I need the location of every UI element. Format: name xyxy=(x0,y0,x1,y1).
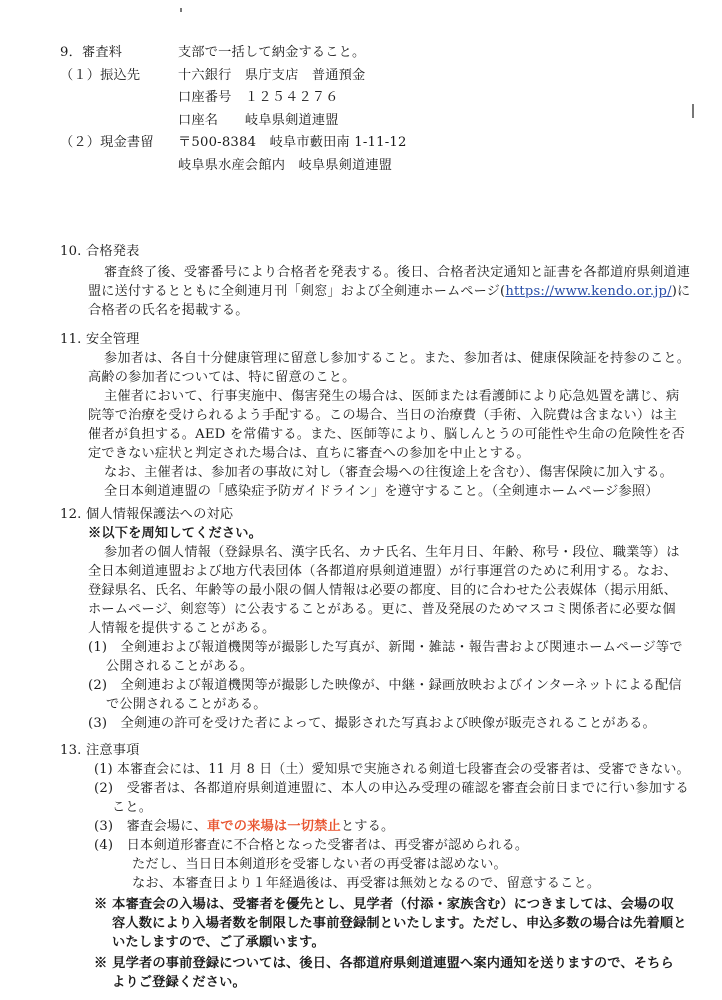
list-item-continued: ただし、当日日本剣道形を受審しない者の再受審は認めない。 xyxy=(132,857,507,872)
section-11-line: 催者が負担する。AED を常備する。また、医師等により、脳しんとうの可能性や生命の危険性を否 xyxy=(88,427,685,442)
section-12-line: ホームページ、剣窓等）に公表することがある。更に、普及発展のためマスコミ関係者に必要な個 xyxy=(88,602,676,617)
postal-address-building: 岐阜県水産会館内 岐阜県剣道連盟 xyxy=(178,158,393,173)
account-number: 口座番号 １２５４２７６ xyxy=(178,90,339,105)
cash-mail-label: （２）現金書留 xyxy=(60,135,154,150)
list-item: (1) 全剣連および報道機関等が撮影した写真が、新聞・雑誌・報告書および関連ホームページ等で xyxy=(88,640,683,655)
section-10-line: 合格者の氏名を掲載する。 xyxy=(88,303,249,318)
bank-name: 十六銀行 県庁支店 普通預金 xyxy=(178,68,366,83)
list-item-continued: なお、本審査日より１年経過後は、再受審は無効となるので、留意すること。 xyxy=(132,876,601,891)
section-11-title: 11. 安全管理 xyxy=(60,332,140,347)
section-10-line xyxy=(88,285,690,298)
section-11-line: なお、主催者は、参加者の事故に対し（審査会場への往復途上を含む）、傷害保険に加入する。 xyxy=(104,465,674,480)
section-11-line: 全日本剣道連盟の「感染症予防ガイドライン」を遵守すること。（全剣連ホームページ参照） xyxy=(104,484,659,499)
section-10-text: )に xyxy=(671,284,691,299)
visitor-notice-continued: 容人数により入場者数を制限した事前登録制といたします。ただし、申込多数の場合は先着順と xyxy=(112,916,687,931)
scan-speck xyxy=(180,8,182,12)
section-11-line: 高齢の参加者については、特に留意のこと。 xyxy=(88,370,356,385)
postal-address: 〒500-8384 岐阜市藪田南 1-11-12 xyxy=(178,135,407,150)
section-12-line: 参加者の個人情報（登録県名、漢字氏名、カナ氏名、生年月日、年齢、称号・段位、職業等）は xyxy=(104,545,680,560)
visitor-notice: ※ 本審査会の入場は、受審者を優先とし、見学者（付添・家族含む）につきましては、会場の収 xyxy=(94,897,675,912)
list-item-text: とする。 xyxy=(340,819,395,834)
visitor-notice-continued: いたしますので、ご了承願います。 xyxy=(112,935,325,950)
section-10-line: 審査終了後、受審番号により合格者を発表する。後日、合格者決定通知と証書を各都道府県剣道連 xyxy=(104,265,691,280)
section-11-line: 主催者において、行事実施中、傷害発生の場合は、医師または看護師により応急処置を講じ、病 xyxy=(104,389,680,404)
account-name: 口座名 岐阜県剣道連盟 xyxy=(178,113,339,128)
visitor-registration-notice-continued: よりご登録ください。 xyxy=(112,975,246,990)
list-item-continued: で公開されることがある。 xyxy=(106,697,267,712)
section-12-line: 全日本剣道連盟および地方代表団体（各都道府県剣道連盟）が行事運営のために利用する。なお、 xyxy=(88,564,678,579)
list-item: (2) 受審者は、各都道府県剣道連盟に、本人の申込み受理の確認を審査会前日までに行い参加する xyxy=(94,781,689,796)
list-item xyxy=(94,820,394,833)
section-12-title: 12. 個人情報保護法への対応 xyxy=(60,507,234,522)
scan-speck xyxy=(692,104,694,118)
section-12-line: 登録県名、氏名、年齢等の最小限の個人情報は必要の都度、目的に合わせた公表媒体（掲示用紙、 xyxy=(88,583,678,598)
section-11-line: 院等で治療を受けられるよう手配する。この場合、当日の治療費（手術、入院費は含まない）は主 xyxy=(88,408,678,423)
section-11-line: 参加者は、各自十分健康管理に留意し参加すること。また、参加者は、健康保険証を持参のこと。 xyxy=(104,351,691,366)
section-12-line: 人情報を提供することがある。 xyxy=(88,621,276,636)
section-10-title: 10. 合格発表 xyxy=(60,244,140,259)
section-13-title: 13. 注意事項 xyxy=(60,743,140,758)
list-item: (3) 全剣連の許可を受けた者によって、撮影された写真および映像が販売されることがある。 xyxy=(88,716,656,731)
visitor-registration-notice: ※ 見学者の事前登録については、後日、各都道府県剣道連盟へ案内通知を送りますので、そちら xyxy=(94,956,674,971)
list-item: (1) 本審査会には、11 月 8 日（土）愛知県で実施される剣道七段審査会の受審者は、受審できない。 xyxy=(94,762,690,777)
transfer-label: （１）振込先 xyxy=(60,68,141,83)
fee-description: 支部で一括して納金すること。 xyxy=(178,45,366,60)
list-item-continued: 公開されることがある。 xyxy=(106,659,254,674)
list-item: (2) 全剣連および報道機関等が撮影した映像が、中継・録画放映およびインターネットによる配信 xyxy=(88,678,682,693)
section-9-title: 9．審査料 xyxy=(60,45,123,60)
list-item-text: (3) 審査会場に、 xyxy=(94,819,207,834)
car-prohibited-warning: 車での来場は一切禁止 xyxy=(207,819,341,834)
list-item: (4) 日本剣道形審査に不合格となった受審者は、再受審が認められる。 xyxy=(94,838,529,853)
notice-heading: ※以下を周知してください。 xyxy=(88,526,263,541)
kendo-website-link[interactable]: https://www.kendo.or.jp/ xyxy=(505,284,672,299)
section-11-line: 定できない症状と判定された場合は、直ちに審査への参加を中止とする。 xyxy=(88,446,530,461)
list-item-continued: こと。 xyxy=(112,800,153,815)
section-10-text: 盟に送付するとともに全剣連月刊「剣窓」および全剣連ホームページ( xyxy=(88,284,506,299)
